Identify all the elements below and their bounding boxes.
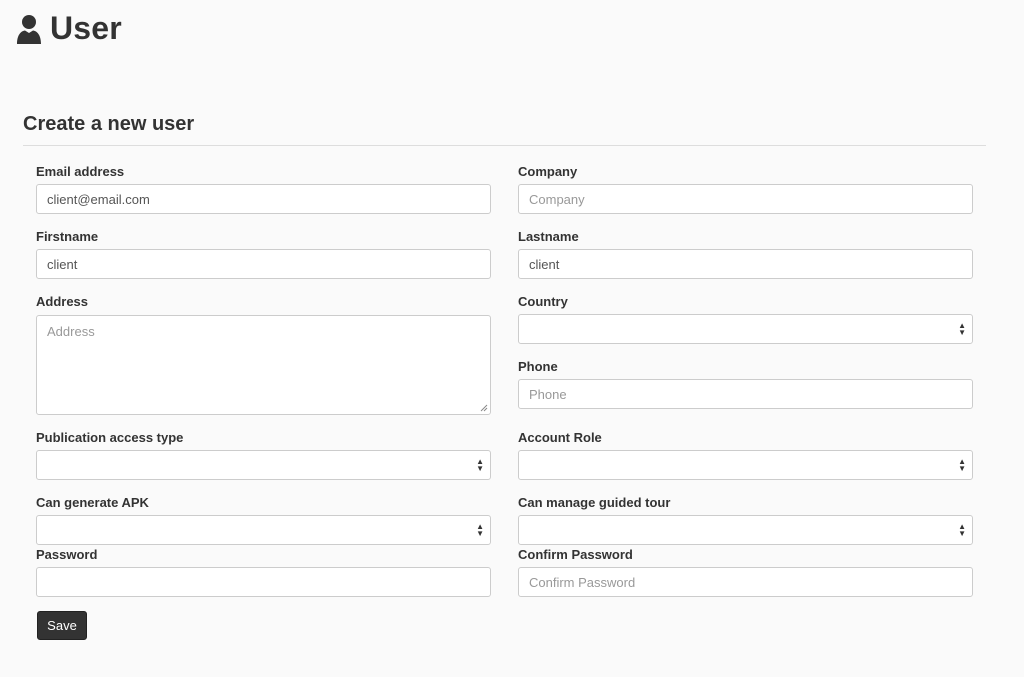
can-manage-tour-select[interactable] xyxy=(518,515,973,545)
company-placeholder: Company xyxy=(529,191,585,207)
publication-access-select[interactable] xyxy=(36,450,491,480)
email-field[interactable] xyxy=(36,184,491,214)
page-title: User xyxy=(50,10,122,46)
publication-access-label: Publication access type xyxy=(36,430,184,445)
address-label: Address xyxy=(36,294,89,309)
firstname-field[interactable] xyxy=(36,249,491,279)
confirm-password-placeholder: Confirm Password xyxy=(529,574,636,590)
country-select[interactable] xyxy=(518,314,973,344)
email-label: Email address xyxy=(36,164,125,179)
lastname-label: Lastname xyxy=(518,229,579,244)
firstname-label: Firstname xyxy=(36,229,99,244)
account-role-select[interactable] xyxy=(518,450,973,480)
lastname-field[interactable] xyxy=(518,249,973,279)
address-placeholder: Address xyxy=(47,324,95,339)
email-value: client@email.com xyxy=(47,191,150,207)
company-label: Company xyxy=(518,164,578,179)
can-generate-apk-label: Can generate APK xyxy=(36,495,149,510)
firstname-value: client xyxy=(47,256,78,272)
confirm-password-label: Confirm Password xyxy=(518,547,633,562)
can-manage-tour-label: Can manage guided tour xyxy=(518,495,671,510)
user-icon xyxy=(16,14,42,44)
lastname-value: client xyxy=(529,256,560,272)
address-textarea[interactable] xyxy=(36,315,491,415)
password-label: Password xyxy=(36,547,98,562)
phone-field[interactable] xyxy=(518,379,973,409)
page-header xyxy=(16,10,122,47)
select-arrows-icon: ▲ ▼ xyxy=(958,457,966,473)
divider xyxy=(23,145,986,146)
can-generate-apk-select[interactable] xyxy=(36,515,491,545)
section-title: Create a new user xyxy=(23,113,195,135)
password-field[interactable] xyxy=(36,567,491,597)
company-field[interactable] xyxy=(518,184,973,214)
country-label: Country xyxy=(518,294,568,309)
resize-grip-icon[interactable] xyxy=(480,404,488,412)
select-arrows-icon: ▲ ▼ xyxy=(958,321,966,337)
select-arrows-icon: ▲ ▼ xyxy=(476,457,484,473)
confirm-password-field[interactable] xyxy=(518,567,973,597)
phone-label: Phone xyxy=(518,359,558,374)
select-arrows-icon: ▲ ▼ xyxy=(958,522,966,538)
select-arrows-icon: ▲ ▼ xyxy=(476,522,484,538)
account-role-label: Account Role xyxy=(518,430,602,445)
create-user-panel xyxy=(23,112,986,146)
save-button[interactable]: Save xyxy=(37,611,87,640)
phone-placeholder: Phone xyxy=(529,386,567,402)
